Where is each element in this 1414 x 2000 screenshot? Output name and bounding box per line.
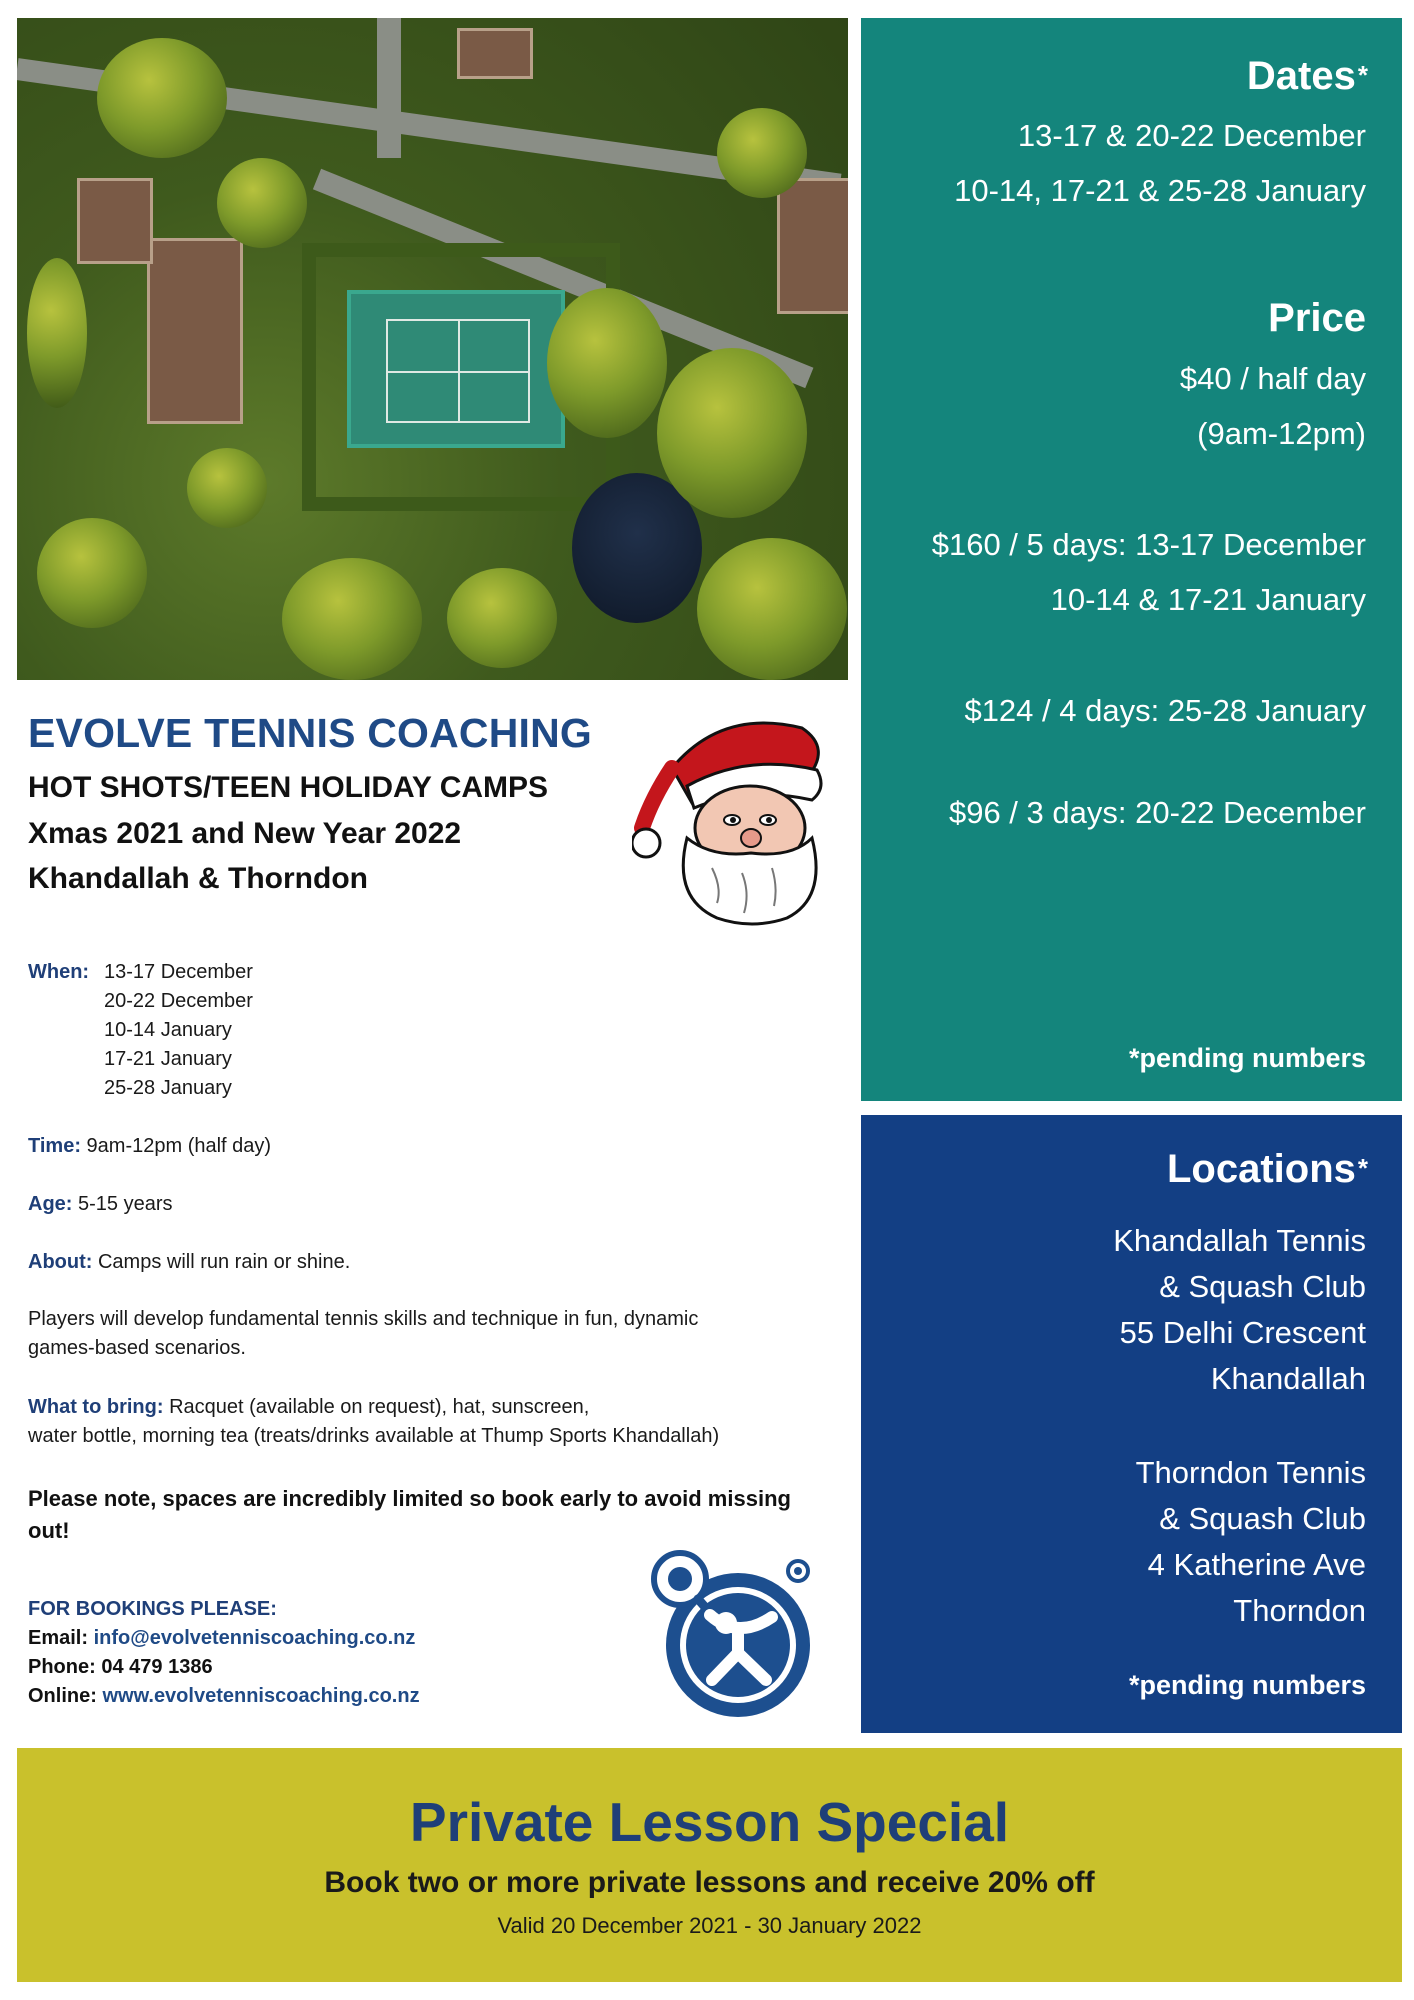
price-line: (9am-12pm) xyxy=(1197,416,1366,451)
special-valid-dates: Valid 20 December 2021 - 30 January 2022 xyxy=(497,1913,922,1938)
email-link[interactable]: info@evolvetenniscoaching.co.nz xyxy=(93,1627,416,1649)
locations-subtitle: Khandallah & Thorndon xyxy=(28,862,368,895)
online-label: Online: xyxy=(28,1685,97,1707)
tree xyxy=(27,258,87,408)
season-subtitle: Xmas 2021 and New Year 2022 xyxy=(28,817,462,850)
location-line: Thorndon Tennis xyxy=(1135,1455,1366,1490)
location-line: Khandallah Tennis xyxy=(1113,1223,1366,1258)
about-row xyxy=(28,1251,350,1274)
locations-heading: Locations* xyxy=(1166,1147,1368,1191)
house xyxy=(77,178,153,264)
aerial-tennis-court-photo xyxy=(17,18,848,680)
email-label: Email: xyxy=(28,1627,89,1649)
location-line: & Squash Club xyxy=(1159,1269,1366,1304)
private-lesson-banner xyxy=(17,1748,1402,1982)
price-line: $96 / 3 days: 20-22 December xyxy=(948,795,1366,830)
age-value: 5-15 years xyxy=(78,1193,173,1215)
price-line: 10-14 & 17-21 January xyxy=(1050,582,1366,617)
tree xyxy=(37,518,147,628)
about-label: About: xyxy=(28,1251,93,1273)
tennis-court xyxy=(347,290,565,448)
pending-note: *pending numbers xyxy=(1128,1670,1366,1700)
price-line: $40 / half day xyxy=(1179,361,1366,396)
when-date: 17-21 January xyxy=(104,1048,232,1070)
price-heading: Price xyxy=(1268,296,1366,340)
tree xyxy=(697,538,847,680)
when-date: 10-14 January xyxy=(104,1019,232,1041)
tree xyxy=(447,568,557,668)
house xyxy=(777,178,848,314)
age-row xyxy=(28,1193,173,1216)
pending-note: *pending numbers xyxy=(1128,1043,1366,1073)
bring-row xyxy=(28,1396,589,1419)
phone-label: Phone: xyxy=(28,1656,96,1678)
special-title: Private Lesson Special xyxy=(409,1791,1010,1853)
booking-note: Please note, spaces are incredibly limited so book early to avoid missing xyxy=(28,1486,791,1511)
phone-number: 04 479 1386 xyxy=(101,1656,213,1678)
booking-note: out! xyxy=(28,1518,70,1543)
location-line: Thorndon xyxy=(1233,1593,1366,1628)
location-line: 55 Delhi Crescent xyxy=(1119,1315,1366,1350)
when-date: 13-17 December xyxy=(104,961,253,983)
house xyxy=(147,238,243,424)
age-label: Age: xyxy=(28,1193,73,1215)
location-line: 4 Katherine Ave xyxy=(1147,1547,1366,1582)
bring-value: Racquet (available on request), hat, sunscreen, xyxy=(169,1396,590,1418)
tree xyxy=(187,448,267,528)
price-line: $124 / 4 days: 25-28 January xyxy=(964,693,1366,728)
tree xyxy=(282,558,422,680)
tree xyxy=(97,38,227,158)
time-row xyxy=(28,1135,271,1158)
when-date: 20-22 December xyxy=(104,990,253,1012)
tree xyxy=(717,108,807,198)
website-link[interactable]: www.evolvetenniscoaching.co.nz xyxy=(102,1685,420,1707)
tree xyxy=(217,158,307,248)
about-value: Camps will run rain or shine. xyxy=(97,1251,351,1273)
dates-line: 10-14, 17-21 & 25-28 January xyxy=(954,173,1366,208)
location-line: Khandallah xyxy=(1210,1361,1366,1396)
online-row xyxy=(28,1685,420,1708)
camp-subtitle: HOT SHOTS/TEEN HOLIDAY CAMPS xyxy=(28,771,549,804)
tree xyxy=(547,288,667,438)
bring-value-cont: water bottle, morning tea (treats/drinks available at Thump Sports Khandallah) xyxy=(28,1425,720,1447)
time-label: Time: xyxy=(28,1135,81,1157)
phone-row xyxy=(28,1656,213,1679)
special-offer: Book two or more private lessons and receive 20% off xyxy=(324,1866,1095,1899)
santa-illustration xyxy=(632,708,842,928)
time-value: 9am-12pm (half day) xyxy=(86,1135,272,1157)
location-line: & Squash Club xyxy=(1159,1501,1366,1536)
players-text: games-based scenarios. xyxy=(28,1337,246,1359)
tree xyxy=(657,348,807,518)
email-row xyxy=(28,1627,415,1650)
dates-price-panel xyxy=(861,18,1402,1101)
price-line: $160 / 5 days: 13-17 December xyxy=(931,527,1366,562)
bookings-heading: FOR BOOKINGS PLEASE: xyxy=(28,1598,277,1620)
when-label: When: xyxy=(28,961,90,983)
locations-panel xyxy=(861,1115,1402,1733)
dates-line: 13-17 & 20-22 December xyxy=(1017,118,1366,153)
players-text: Players will develop fundamental tennis skills and technique in fun, dynamic xyxy=(28,1308,699,1330)
brand-title: EVOLVE TENNIS COACHING xyxy=(28,710,593,756)
dates-heading: Dates* xyxy=(1246,54,1368,98)
when-date: 25-28 January xyxy=(104,1077,232,1099)
evolve-logo xyxy=(650,1545,830,1725)
bring-label: What to bring: xyxy=(28,1396,164,1418)
road xyxy=(377,18,401,158)
house xyxy=(457,28,533,79)
